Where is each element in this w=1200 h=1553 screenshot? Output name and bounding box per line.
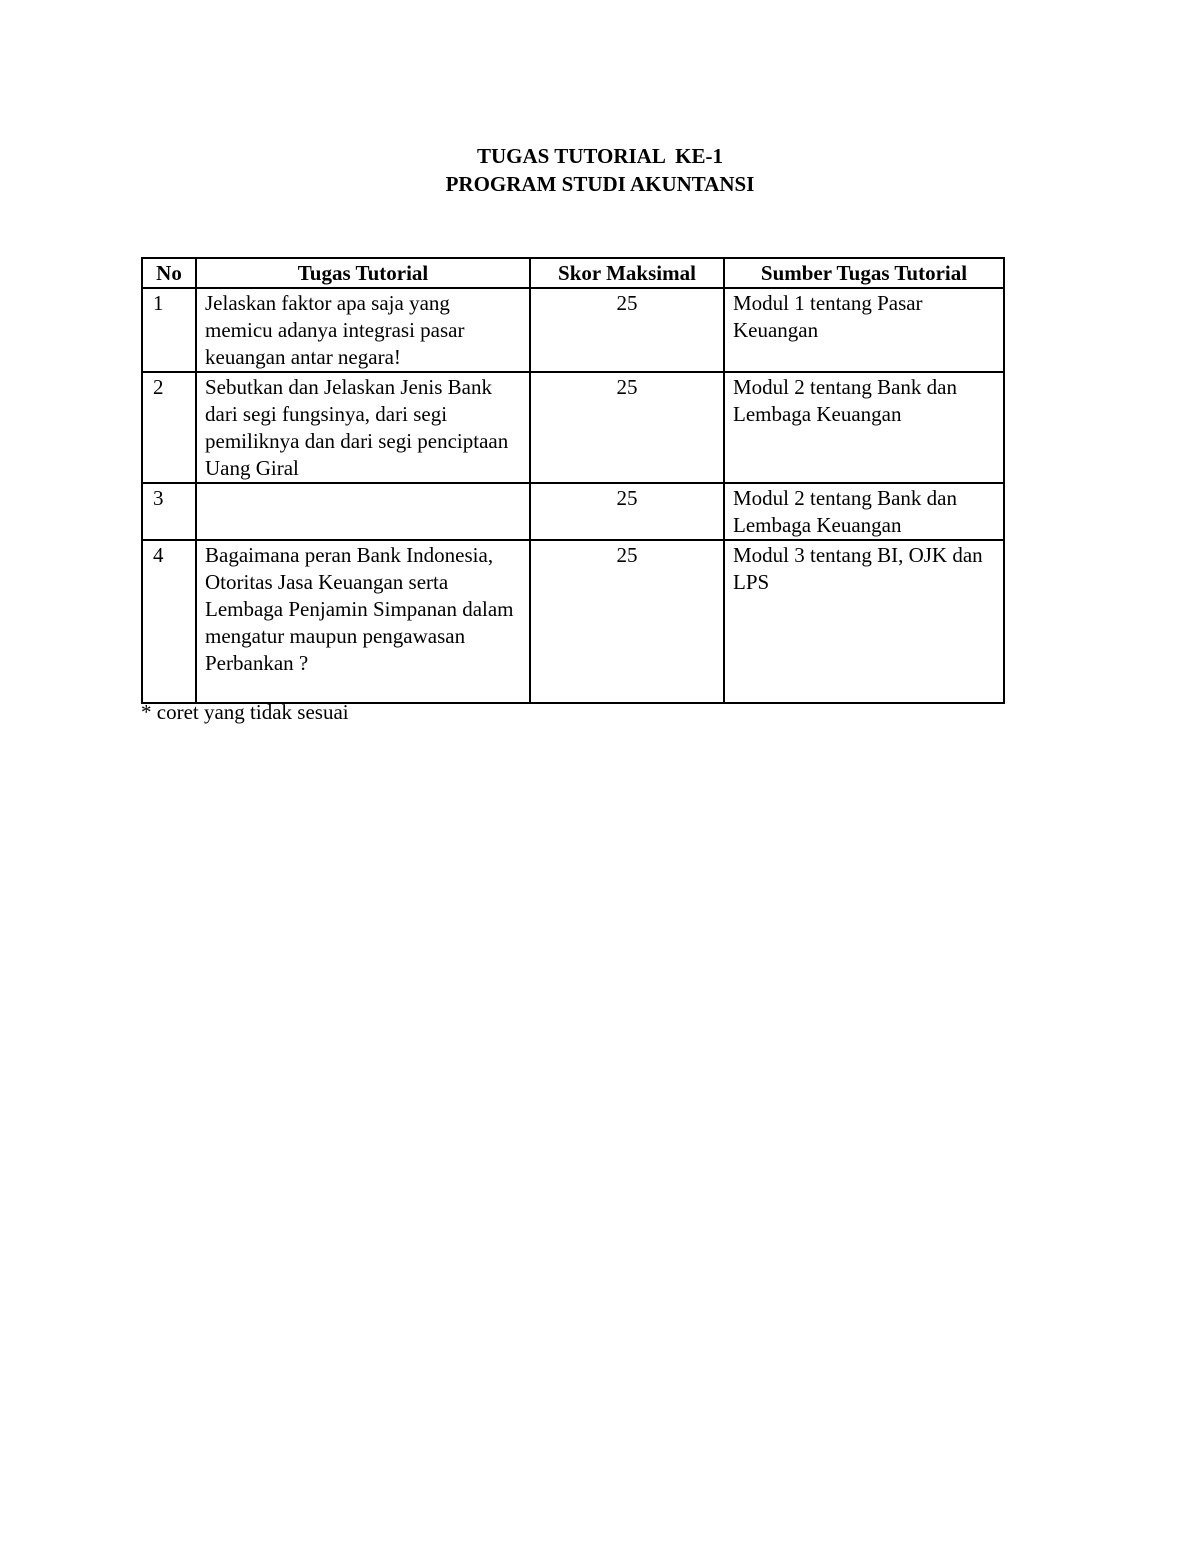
- header-no: No: [142, 258, 196, 288]
- cell-score: 25: [530, 288, 724, 372]
- footnote: * coret yang tidak sesuai: [141, 700, 349, 724]
- document-title: [0, 142, 1200, 198]
- cell-score: 25: [530, 372, 724, 483]
- cell-source: Modul 1 tentang Pasar Keuangan: [724, 288, 1004, 372]
- cell-source: Modul 3 tentang BI, OJK dan LPS: [724, 540, 1004, 703]
- cell-source: Modul 2 tentang Bank dan Lembaga Keuangan: [724, 372, 1004, 483]
- table-row: [142, 483, 1004, 540]
- cell-no: 2: [142, 372, 196, 483]
- cell-no: 1: [142, 288, 196, 372]
- tutorial-task-table: [141, 257, 1005, 704]
- cell-no: 3: [142, 483, 196, 540]
- cell-task: Bagaimana peran Bank Indonesia, Otoritas Jasa Keuangan serta Lembaga Penjamin Simpanan dalam mengatur maupun pengawasan Perbankan ?: [196, 540, 530, 703]
- table-row: [142, 288, 1004, 372]
- table-row: [142, 372, 1004, 483]
- cell-task: Sebutkan dan Jelaskan Jenis Bank dari segi fungsinya, dari segi pemiliknya dan dari segi penciptaan Uang Giral: [196, 372, 530, 483]
- title-line-1: TUGAS TUTORIAL KE-1: [476, 144, 724, 168]
- cell-task: [196, 483, 530, 540]
- header-task: Tugas Tutorial: [196, 258, 530, 288]
- header-score: Skor Maksimal: [530, 258, 724, 288]
- cell-task: Jelaskan faktor apa saja yang memicu adanya integrasi pasar keuangan antar negara!: [196, 288, 530, 372]
- table-row: [142, 540, 1004, 703]
- table-header-row: [142, 258, 1004, 288]
- cell-score: 25: [530, 540, 724, 703]
- header-source: Sumber Tugas Tutorial: [724, 258, 1004, 288]
- title-line-2: PROGRAM STUDI AKUNTANSI: [445, 172, 755, 196]
- cell-no: 4: [142, 540, 196, 703]
- cell-score: 25: [530, 483, 724, 540]
- cell-source: Modul 2 tentang Bank dan Lembaga Keuangan: [724, 483, 1004, 540]
